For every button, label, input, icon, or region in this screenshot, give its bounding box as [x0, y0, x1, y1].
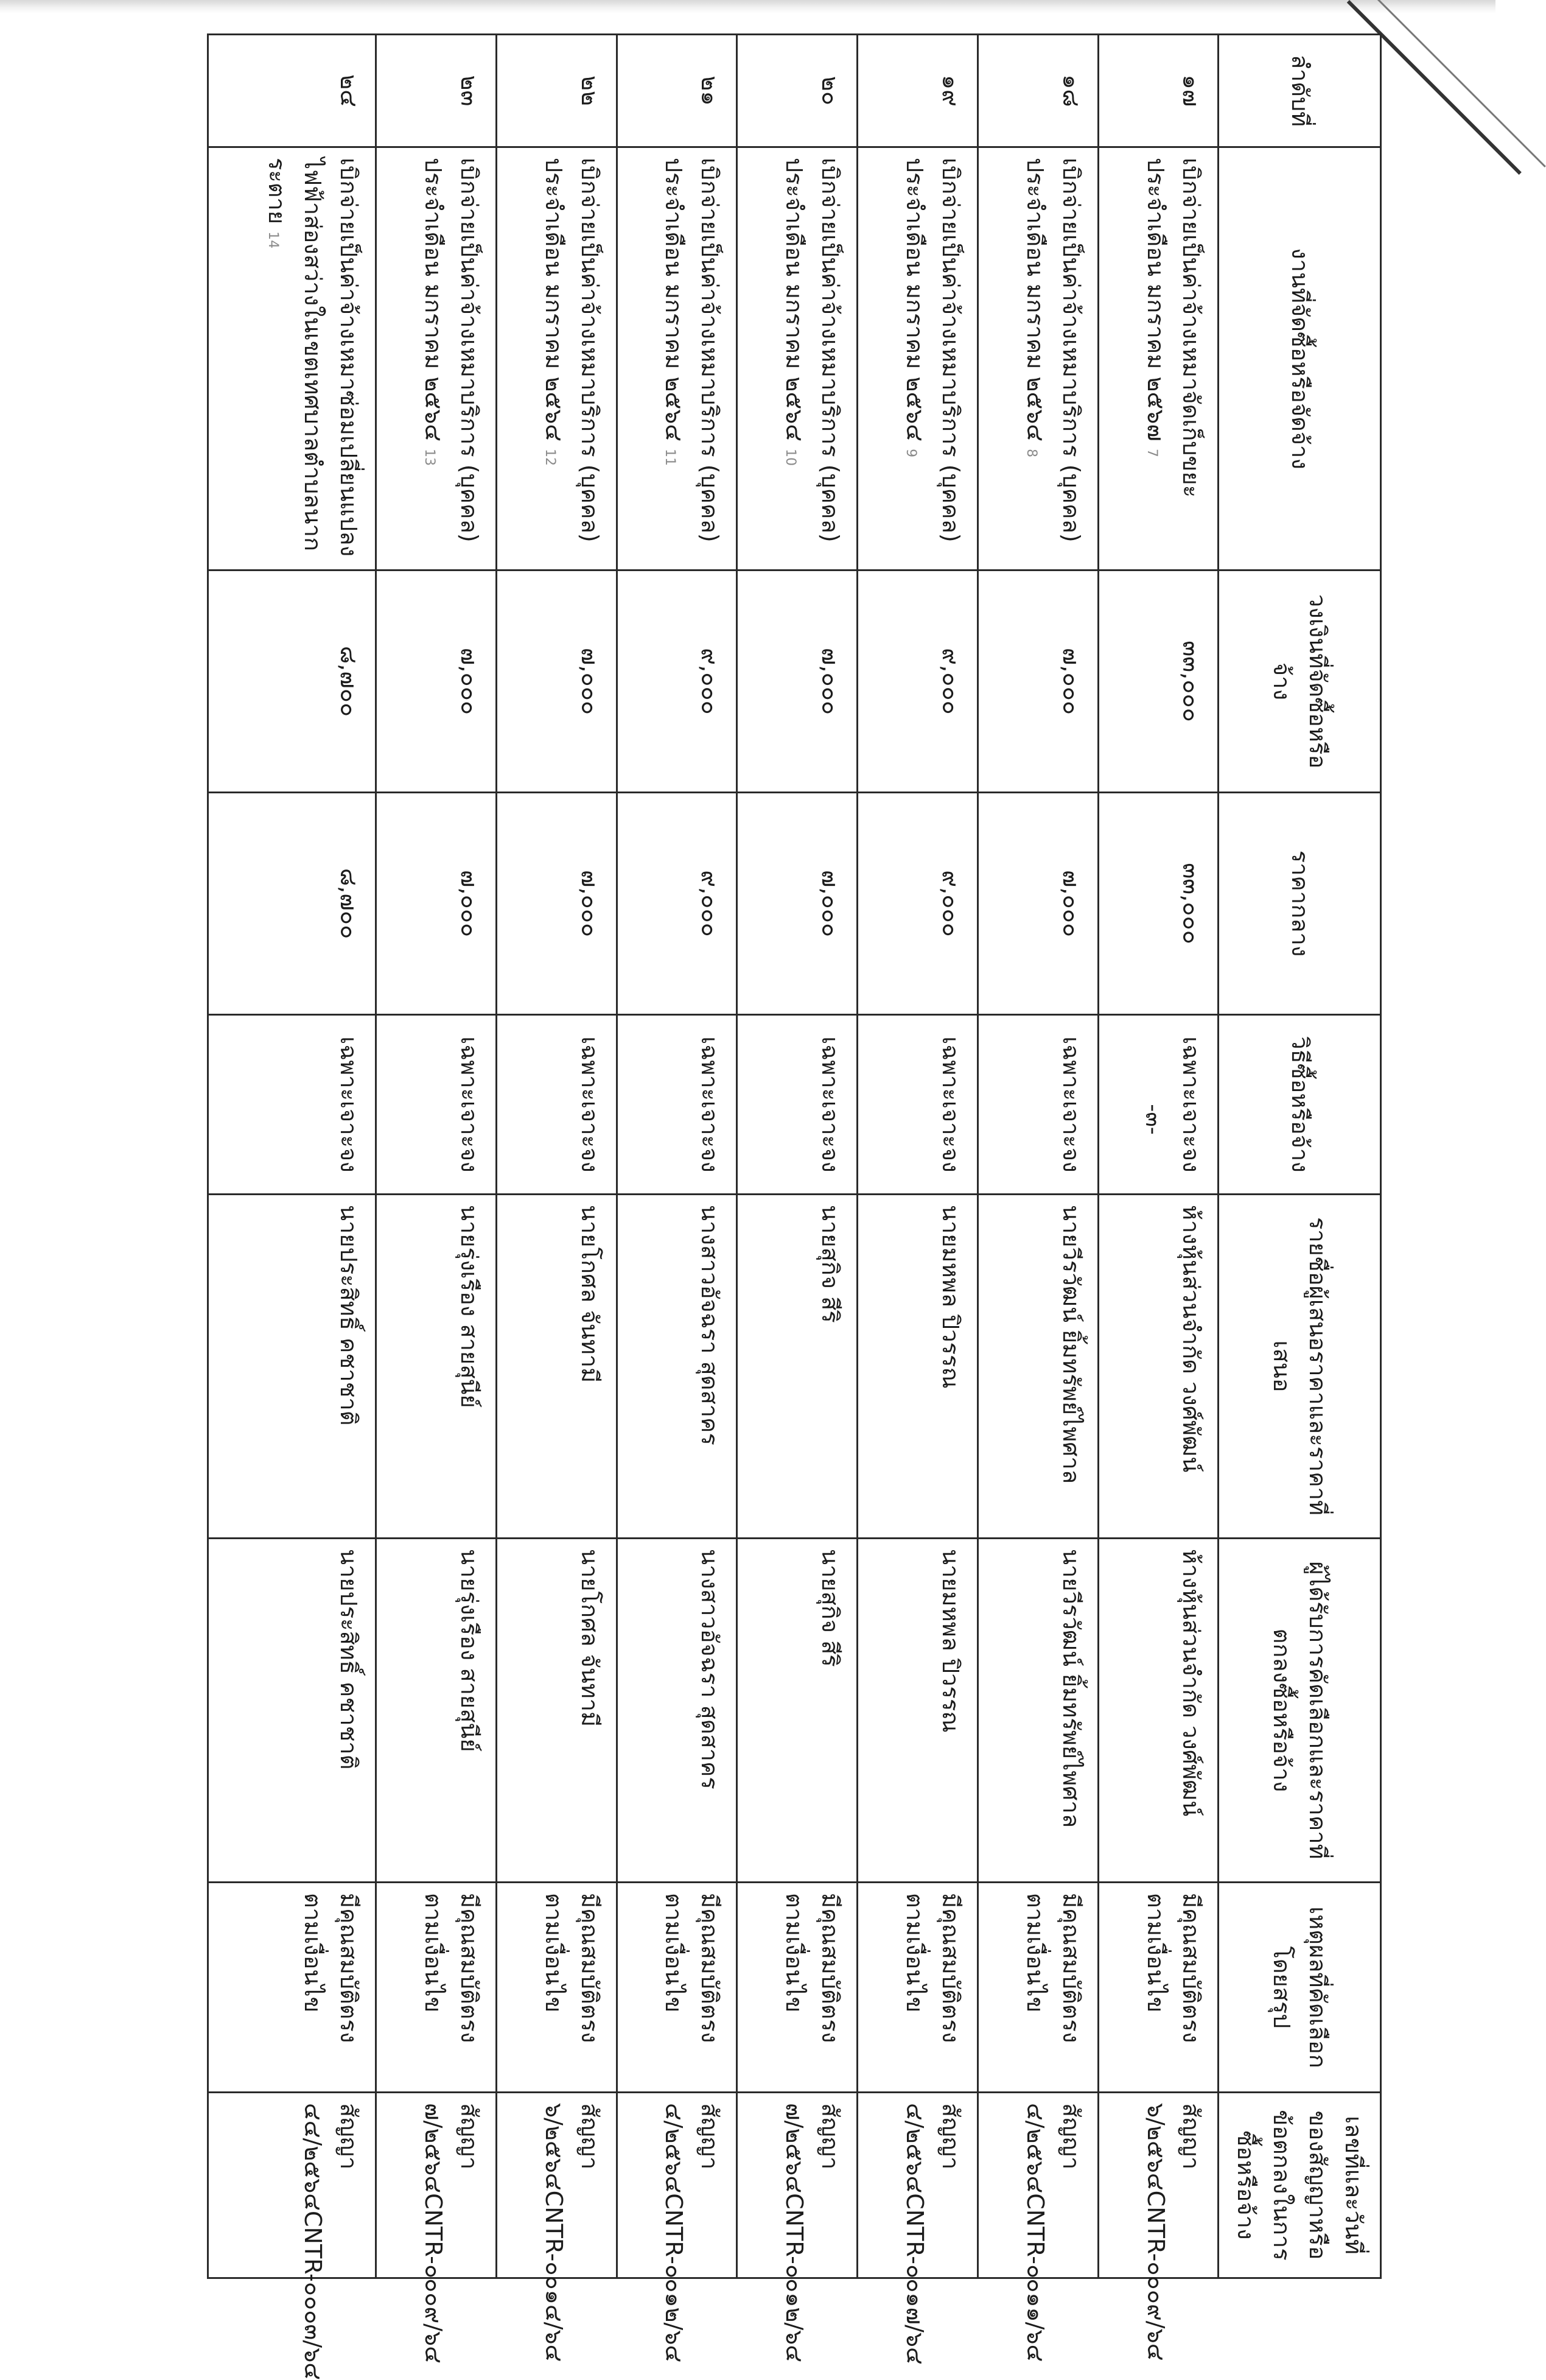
cell-winner [978, 1539, 1098, 1883]
cell-no [376, 35, 497, 147]
cell-method [858, 1015, 978, 1195]
header-median-price: ราคากลาง [1219, 793, 1381, 1015]
table-header-row [1219, 35, 1381, 2278]
cell-budget-text: ๗,๐๐๐ [455, 647, 483, 715]
cell-contract [858, 2093, 978, 2365]
cell-work [617, 147, 737, 570]
cell-median-price-text: ๓๓,๐๐๐ [1178, 863, 1205, 944]
cell-method [208, 1015, 376, 1195]
cell-reason [208, 1883, 376, 2093]
cell-winner-text: นายโกศล จันทามี [576, 1549, 603, 1727]
header-reason: เหตุผลที่คัดเลือกโดยสรุป [1219, 1883, 1381, 2093]
cell-reason-text: มีคุณสมบัติตรงตามเงื่อนไข [299, 1893, 363, 2043]
cell-no-text: ๒๑ [696, 75, 724, 106]
cell-no-text: ๒๐ [817, 75, 844, 106]
cell-median-price [978, 793, 1098, 1015]
cell-bidder-text: นายสุกิจ สีริ [817, 1205, 844, 1323]
cell-budget-text: ๘,๗๐๐ [335, 645, 363, 717]
cell-bidder-text: นางสาวอัจฉรา สุดสาคร [696, 1205, 724, 1445]
cell-contract [617, 2093, 737, 2363]
cell-work [1098, 147, 1219, 570]
handwritten-page-note: 11 [662, 449, 678, 466]
contract-label: สัญญา [696, 2103, 724, 2170]
cell-reason-text: มีคุณสมบัติตรงตามเงื่อนไข [419, 1893, 483, 2043]
cell-reason-text: มีคุณสมบัติตรงตามเงื่อนไข [540, 1893, 603, 2043]
header-no: ลำดับที่ [1219, 35, 1381, 147]
cell-median-price-text: ๗,๐๐๐ [1057, 869, 1085, 938]
cell-winner [858, 1539, 978, 1883]
cell-budget [617, 570, 737, 793]
cell-winner [208, 1539, 376, 1883]
cell-bidder [737, 1195, 858, 1539]
cell-median-price [737, 793, 858, 1015]
cell-no [496, 35, 617, 147]
cell-winner-text: นายประสิทธิ์ คชาชาติ [335, 1549, 363, 1770]
cell-median-price [1098, 793, 1219, 1015]
handwritten-page-note: 12 [542, 449, 558, 466]
handwritten-page-note: 7 [1144, 448, 1160, 457]
cell-bidder-text: นายประสิทธิ์ คชาชาติ [335, 1205, 363, 1426]
cell-work [496, 147, 617, 570]
cell-method-text: เฉพาะเจาะจง [817, 1036, 844, 1173]
cell-bidder [496, 1195, 617, 1539]
handwritten-page-note: 10 [783, 449, 799, 466]
cell-reason-text: มีคุณสมบัติตรงตามเงื่อนไข [660, 1893, 724, 2043]
cell-no-text: ๑๘ [1057, 74, 1085, 107]
contract-label: สัญญา [335, 2103, 363, 2170]
cell-method [617, 1015, 737, 1195]
cell-reason [496, 1883, 617, 2093]
contract-label: สัญญา [455, 2103, 483, 2170]
cell-work-text: เบิกจ่ายเป็นค่าจ้างเหมาบริการ (บุคคล) ประจำเดือน มกราคม ๒๕๖๔ [540, 158, 603, 542]
cell-bidder-text: นายรุ่งเรือง สายสุนีย์ [455, 1205, 483, 1408]
cell-work [737, 147, 858, 570]
cell-method-text: เฉพาะเจาะจง [576, 1036, 603, 1173]
cell-median-price [617, 793, 737, 1015]
cell-median-price-text: ๙,๐๐๐ [696, 870, 724, 937]
cell-winner [617, 1539, 737, 1883]
cell-contract [1098, 2093, 1219, 2361]
cell-no [737, 35, 858, 147]
cell-budget [1098, 570, 1219, 793]
cell-no [208, 35, 376, 147]
cell-work-text: เบิกจ่ายเป็นค่าจ้างเหมาซ่อมเปลี่ยนแปลงไฟฟ้าส่องสว่างในเขตเทศบาลตำบลนากระตาย [264, 158, 363, 557]
table-row [858, 35, 978, 2278]
cell-bidder [978, 1195, 1098, 1539]
cell-work [376, 147, 497, 570]
cell-method [1098, 1015, 1219, 1195]
contract-number: ๔/๒๕๖๔CNTR-๐๐๑๑/๖๔ [1021, 2103, 1049, 2362]
cell-winner [1098, 1539, 1219, 1883]
cell-no-text: ๒๓ [455, 75, 483, 107]
contract-label: สัญญา [1178, 2103, 1205, 2170]
cell-work [978, 147, 1098, 570]
cell-median-price [208, 793, 376, 1015]
cell-work-text: เบิกจ่ายเป็นค่าจ้างเหมาบริการ (บุคคล) ประจำเดือน มกราคม ๒๕๖๔ [1021, 158, 1085, 542]
cell-budget-text: ๗,๐๐๐ [1057, 647, 1085, 715]
cell-contract [496, 2093, 617, 2362]
cell-method-text: เฉพาะเจาะจง [455, 1036, 483, 1173]
cell-work-text: เบิกจ่ายเป็นค่าจ้างเหมาบริการ (บุคคล) ประจำเดือน มกราคม ๒๕๖๔ [419, 158, 483, 542]
cell-winner-text: นางสาวอัจฉรา สุดสาคร [696, 1549, 724, 1789]
table-row [208, 35, 376, 2278]
scan-top-edge [0, 0, 1495, 13]
cell-reason [1098, 1883, 1219, 2093]
cell-budget [376, 570, 497, 793]
header-method: วิธีซื้อหรือจ้าง [1219, 1015, 1381, 1195]
contract-label: สัญญา [937, 2103, 964, 2170]
cell-method [496, 1015, 617, 1195]
cell-method-text: เฉพาะเจาะจง [1178, 1036, 1205, 1173]
table-row [1098, 35, 1219, 2278]
cell-median-price-text: ๗,๐๐๐ [817, 869, 844, 938]
contract-number: ๔/๒๕๖๔CNTR-๐๐๑๒/๖๔ [660, 2103, 688, 2363]
cell-no-text: ๑๗ [1178, 74, 1205, 107]
cell-reason [737, 1883, 858, 2093]
header-contract: เลขที่และวันที่ของสัญญาหรือข้อตกลงในการซื้อหรือจ้าง [1219, 2093, 1381, 2278]
cell-no [858, 35, 978, 147]
cell-winner-text: นายมหพล ปิวรรณ [937, 1549, 964, 1733]
header-work: งานที่จัดซื้อหรือจัดจ้าง [1219, 147, 1381, 570]
handwritten-page-note: 13 [421, 449, 437, 466]
cell-no-text: ๑๙ [937, 75, 964, 107]
cell-contract [376, 2093, 497, 2364]
cell-winner [376, 1539, 497, 1883]
cell-budget-text: ๙,๐๐๐ [937, 648, 964, 715]
handwritten-page-note: 14 [265, 231, 281, 249]
cell-work [208, 147, 376, 570]
procurement-table [207, 33, 1382, 2380]
cell-method-text: เฉพาะเจาะจง [335, 1036, 363, 1173]
cell-bidder-text: นายมหพล ปิวรรณ [937, 1205, 964, 1389]
table-body [208, 35, 1219, 2380]
cell-median-price [376, 793, 497, 1015]
cell-median-price-text: ๗,๐๐๐ [576, 869, 603, 938]
cell-median-price-text: ๗,๐๐๐ [455, 869, 483, 938]
cell-winner [496, 1539, 617, 1883]
page-number: -๓- [1140, 1104, 1166, 1135]
cell-no [978, 35, 1098, 147]
contract-number: ๔/๒๕๖๔CNTR-๐๐๑๗/๖๔ [901, 2103, 929, 2365]
cell-budget [496, 570, 617, 793]
cell-work-text: เบิกจ่ายเป็นค่าจ้างเหมาบริการ (บุคคล) ประจำเดือน มกราคม ๒๕๖๔ [660, 158, 724, 542]
cell-budget [978, 570, 1098, 793]
cell-reason-text: มีคุณสมบัติตรงตามเงื่อนไข [781, 1893, 844, 2043]
cell-bidder-text: นายโกศล จันทามี [576, 1205, 603, 1383]
cell-bidder [208, 1195, 376, 1539]
table-row [376, 35, 497, 2278]
cell-no [1098, 35, 1219, 147]
cell-work-text: เบิกจ่ายเป็นค่าจ้างเหมาบริการ (บุคคล) ประจำเดือน มกราคม ๒๕๖๔ [781, 158, 844, 542]
cell-no-text: ๒๒ [576, 75, 603, 107]
cell-method-text: เฉพาะเจาะจง [696, 1036, 724, 1173]
cell-reason-text: มีคุณสมบัติตรงตามเงื่อนไข [901, 1893, 964, 2043]
cell-bidder [858, 1195, 978, 1539]
cell-budget [208, 570, 376, 793]
cell-contract [737, 2093, 858, 2363]
cell-work [858, 147, 978, 570]
table-row [617, 35, 737, 2278]
cell-budget-text: ๗,๐๐๐ [817, 647, 844, 715]
cell-contract [978, 2093, 1098, 2362]
table-row [737, 35, 858, 2278]
cell-budget [737, 570, 858, 793]
cell-reason [978, 1883, 1098, 2093]
cell-reason [858, 1883, 978, 2093]
contract-number: ๗/๒๕๖๔CNTR-๐๐๑๒/๖๔ [781, 2103, 808, 2363]
contract-number: ๔๔/๒๕๖๔CNTR-๐๐๐๓/๖๔ [299, 2103, 327, 2380]
cell-reason [376, 1883, 497, 2093]
cell-budget [858, 570, 978, 793]
cell-bidder [1098, 1195, 1219, 1539]
contract-number: ๗/๒๕๖๔CNTR-๐๐๐๙/๖๔ [419, 2103, 447, 2364]
contract-number: ๖/๒๕๖๔CNTR-๐๐๑๔/๖๔ [540, 2103, 567, 2362]
cell-no-text: ๒๔ [335, 74, 363, 107]
cell-median-price [496, 793, 617, 1015]
cell-bidder [617, 1195, 737, 1539]
cell-winner-text: นายรุ่งเรือง สายสุนีย์ [455, 1549, 483, 1752]
cell-winner-text: นายสุกิจ สีริ [817, 1549, 844, 1667]
rotated-document [207, 33, 1382, 2380]
cell-median-price [858, 793, 978, 1015]
cell-work-text: เบิกจ่ายเป็นค่าจ้างเหมาบริการ (บุคคล) ประจำเดือน มกราคม ๒๕๖๔ [901, 158, 964, 542]
cell-bidder-text: นายวีรวัฒน์ ยิ้มทรัพย์ไพศาล [1057, 1205, 1085, 1484]
handwritten-page-note: 9 [903, 449, 919, 458]
cell-winner-text: ห้างหุ้นส่วนจำกัด วงศ์พัฒน์ [1178, 1549, 1205, 1817]
contract-number: ๖/๒๕๖๔CNTR-๐๐๐๙/๖๔ [1142, 2103, 1169, 2361]
cell-winner [737, 1539, 858, 1883]
header-bidders: รายชื่อผู้เสนอราคาและราคาที่เสนอ [1219, 1195, 1381, 1539]
contract-label: สัญญา [1057, 2103, 1085, 2170]
cell-reason-text: มีคุณสมบัติตรงตามเงื่อนไข [1021, 1893, 1085, 2043]
cell-reason [617, 1883, 737, 2093]
header-winner: ผู้ได้รับการคัดเลือกและราคาที่ตกลงซื้อหรือจ้าง [1219, 1539, 1381, 1883]
cell-budget-text: ๙,๐๐๐ [696, 648, 724, 715]
cell-method-text: เฉพาะเจาะจง [937, 1036, 964, 1173]
cell-work-text: เบิกจ่ายเป็นค่าจ้างเหมาจัดเก็บขยะประจำเดือน มกราคม ๒๕๖๗ [1142, 158, 1205, 498]
cell-budget-text: ๗,๐๐๐ [576, 647, 603, 715]
cell-median-price-text: ๙,๐๐๐ [937, 870, 964, 937]
cell-no [617, 35, 737, 147]
cell-method [376, 1015, 497, 1195]
table-row [978, 35, 1098, 2278]
contract-label: สัญญา [576, 2103, 603, 2170]
cell-contract [208, 2093, 376, 2380]
cell-method [978, 1015, 1098, 1195]
cell-median-price-text: ๘,๗๐๐ [335, 868, 363, 939]
cell-method [737, 1015, 858, 1195]
contract-label: สัญญา [817, 2103, 844, 2170]
cell-reason-text: มีคุณสมบัติตรงตามเงื่อนไข [1142, 1893, 1205, 2043]
cell-winner-text: นายวีรวัฒน์ ยิ้มทรัพย์ไพศาล [1057, 1549, 1085, 1828]
cell-bidder [376, 1195, 497, 1539]
cell-bidder-text: ห้างหุ้นส่วนจำกัด วงศ์พัฒน์ [1178, 1205, 1205, 1473]
handwritten-page-note: 8 [1023, 449, 1039, 458]
cell-budget-text: ๓๓,๐๐๐ [1178, 641, 1205, 722]
cell-method-text: เฉพาะเจาะจง [1057, 1036, 1085, 1173]
table-row [496, 35, 617, 2278]
header-budget: วงเงินที่จัดซื้อหรือจ้าง [1219, 570, 1381, 793]
